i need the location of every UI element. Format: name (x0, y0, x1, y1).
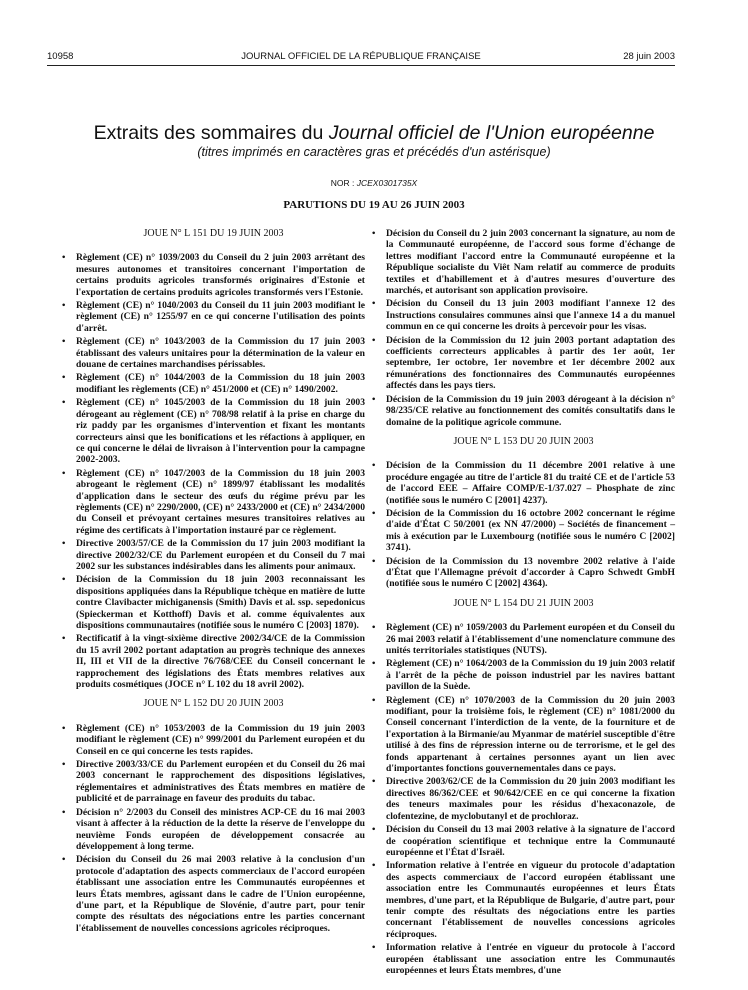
entry-text: Règlement (CE) n° 1047/2003 de la Commission du 18 juin 2003 abrogeant le règlement (CE) n° 1899/97 établissant les modalités d'application dans le secteur des œufs du régime prévu par les règlements (CE) n° 2290/2000, (CE) n° 2433/2000 et (CE) n° 2434/2000 du Conseil et prévoyant certaines mesures transitoires relatives au régime des certificats à l'importation instauré par ce règlement. (76, 467, 365, 536)
entry-text: Décision de la Commission du 13 novembre 2002 relative à l'aide d'État que l'Allemagne prévoit d'accorder à Capro Schwedt GmbH (notifiée sous le numéro C [2002] 4364). (386, 555, 675, 590)
list-item (62, 538, 365, 572)
bullet-icon: • (62, 722, 66, 734)
bullet-icon: • (62, 336, 66, 348)
entry-text: Règlement (CE) n° 1070/2003 de la Commission du 20 juin 2003 modifiant, pour la troisième fois, le règlement (CE) n° 1081/2000 du Conseil concernant l'interdiction de la vente, de la fourniture et de l'exportation à la Birmanie/au Myanmar de matériel susceptible d'être utilisé à des fins de répression interne ou de terrorisme, et le gel des fonds appartenant à certaines personnes ayant un lien avec d'importantes fonctions gouvernementales dans ce pays. (386, 694, 675, 775)
bullet-icon: • (62, 372, 66, 384)
page-title (0, 121, 748, 145)
left-column (62, 228, 365, 936)
list-item (62, 336, 365, 370)
entry-text: Rectificatif à la vingt-sixième directive 2002/34/CE de la Commission du 15 avril 2002 portant adaptation au progrès technique des annexes II, III et VII de la directive 76/768/CEE du Conseil concernant le rapprochement des législations des États membres relatives aux produits cosmétiques (JOCE n° L 102 du 18 avril 2002). (76, 633, 365, 691)
list-item (372, 695, 675, 775)
bullet-icon: • (62, 467, 66, 479)
bullet-icon: • (372, 555, 376, 567)
bullet-icon: • (62, 633, 66, 645)
entry-list (62, 252, 365, 690)
entry-text: Information relative à l'entrée en vigueur du protocole d'adaptation des aspects commerciaux de l'accord européen établissant une association entre les Communautés européennes et leurs États membres, d'une part, et la République de Bulgarie, d'autre part, pour tenir compte des résultats des négociations entre les parties concernant l'établissement de nouvelles concessions agricoles réciproques. (386, 860, 675, 940)
entry-text: Règlement (CE) n° 1059/2003 du Parlement européen et du Conseil du 26 mai 2003 relatif à l'établissement d'une nomenclature commune des unités territoriales statistiques (NUTS). (386, 622, 675, 656)
entry-text: Information relative à l'entrée en vigueur du protocole à l'accord européen établissant une association entre les Communautés européennes et leurs États membres, d'une (386, 942, 675, 976)
entry-text: Décision n° 2/2003 du Conseil des ministres ACP-CE du 16 mai 2003 visant à affecter à la réduction de la dette la réserve de l'enveloppe du neuvième Fonds européen de développement consacrée au développement à long terme. (76, 806, 365, 852)
entry-text: Décision du Conseil du 13 juin 2003 modifiant l'annexe 12 des Instructions consulaires communes ainsi que l'annexe 14 a du manuel commun en ce qui concerne les droits à percevoir pour les visas. (386, 298, 675, 333)
entry-text: Décision de la Commission du 16 octobre 2002 concernant le régime d'aide d'État C 50/2001 (ex NN 47/2000) – Sociétés de financement – mis à exécution par le Luxembourg (notifiée sous le numéro C [2002] 3741). (386, 507, 675, 554)
entry-text: Décision de la Commission du 12 juin 2003 portant adaptation des coefficients correcteurs applicables à partir des 1er août, 1er septembre, 1er octobre, 1er novembre et 1er décembre 2002 aux rémunérations des fonctionnaires des Communautés européennes affectés dans les pays tiers. (386, 334, 675, 392)
section-heading: JOUE N° L 152 DU 20 JUIN 2003 (143, 698, 284, 710)
entry-text: Décision du Conseil du 13 mai 2003 relative à la signature de l'accord de coopération scientifique et technique entre la Communauté européenne et l'État d'Israël. (386, 824, 675, 858)
section-heading: JOUE N° L 153 DU 20 JUIN 2003 (453, 435, 594, 447)
issue-date: 28 juin 2003 (623, 51, 675, 62)
nor-label: NOR : (330, 178, 357, 188)
bullet-icon: • (372, 776, 376, 788)
list-item (62, 372, 365, 395)
entry-text: Décision du Conseil du 2 juin 2003 concernant la signature, au nom de la Communauté européenne, de l'accord sous forme d'échange de lettres modifiant l'accord entre la Communauté européenne et la République socialiste du Viêt Nam relatif au commerce de produits textiles et d'habillement et à d'autres mesures d'ouverture des marchés, et autorisant son application provisoire. (386, 228, 675, 297)
entry-list (372, 622, 675, 976)
list-item (62, 468, 365, 536)
entry-text: Règlement (CE) n° 1040/2003 du Conseil du 11 juin 2003 modifiant le règlement (CE) n° 1255/97 en ce qui concerne l'utilisation des points d'arrêt. (76, 300, 365, 334)
list-item (372, 298, 675, 332)
header-rule (47, 65, 675, 66)
list-item (62, 300, 365, 334)
bullet-icon: • (372, 334, 376, 346)
journal-title: JOURNAL OFFICIEL DE LA RÉPUBLIQUE FRANÇAISE (241, 51, 481, 62)
bullet-icon: • (62, 854, 66, 866)
entry-list (372, 228, 675, 428)
title-journal-name: Journal officiel de l'Union européenne (328, 122, 655, 144)
list-item (372, 228, 675, 296)
list-item (62, 759, 365, 805)
entry-text: Décision du Conseil du 26 mai 2003 relative à la conclusion d'un protocole d'adaptation des aspects commerciaux de l'accord européen établissant une association entre les Communautés européennes et leurs États membres, agissant dans le cadre de l'Union européenne, d'une part, et la République de Slovénie, d'autre part, pour tenir compte des résultats des négociations entre les parties concernant l'établissement de nouvelles concessions agricoles réciproques. (76, 854, 365, 934)
bullet-icon: • (372, 694, 376, 706)
entry-text: Directive 2003/57/CE de la Commission du 17 juin 2003 modifiant la directive 2002/32/CE du Parlement européen et du Conseil du 7 mai 2002 sur les substances indésirables dans les aliments pour animaux. (76, 538, 365, 572)
list-item (372, 556, 675, 590)
bullet-icon: • (372, 393, 376, 405)
list-item (62, 723, 365, 757)
entry-text: Règlement (CE) n° 1064/2003 de la Commission du 19 juin 2003 relatif à l'arrêt de la pêche de poisson industriel par les navires battant pavillon de la Suède. (386, 658, 675, 693)
list-item (372, 942, 675, 976)
entry-text: Règlement (CE) n° 1039/2003 du Conseil du 2 juin 2003 arrêtant des mesures autonomes et transitoires concernant l'importation de certains produits agricoles transformés originaires d'Estonie et l'exportation de certains produits agricoles transformés vers l'Estonie. (76, 252, 365, 298)
list-item (62, 252, 365, 298)
nor-reference (0, 178, 748, 188)
section-heading: JOUE N° L 154 DU 21 JUIN 2003 (453, 597, 594, 609)
entry-list (372, 460, 675, 589)
entry-text: Règlement (CE) n° 1044/2003 de la Commission du 18 juin 2003 modifiant les règlements (CE) n° 451/2000 et (CE) n° 1490/2002. (76, 372, 365, 395)
bullet-icon: • (372, 460, 376, 472)
bullet-icon: • (372, 860, 376, 872)
list-item (62, 854, 365, 934)
list-item (372, 335, 675, 392)
list-item (372, 622, 675, 656)
entry-list (62, 723, 365, 934)
entry-text: Décision de la Commission du 11 décembre 2001 relative à une procédure engagée au titre de l'article 81 du traité CE et de l'article 53 de l'accord EEE – Affaire COMP/E-1/37.027 – Phosphate de zinc (notifiée sous le numéro C [2001] 4237). (386, 460, 675, 506)
bullet-icon: • (62, 759, 66, 771)
right-column (372, 228, 675, 978)
bullet-icon: • (372, 942, 376, 954)
list-item (372, 658, 675, 692)
page-subtitle: (titres imprimés en caractères gras et précédés d'un astérisque) (197, 145, 551, 159)
list-item (62, 633, 365, 690)
bullet-icon: • (372, 228, 376, 239)
bullet-icon: • (62, 397, 66, 409)
list-item (372, 460, 675, 506)
bullet-icon: • (62, 300, 66, 312)
bullet-icon: • (62, 252, 66, 264)
running-header (47, 51, 675, 65)
entry-text: Règlement (CE) n° 1053/2003 de la Commission du 19 juin 2003 modifiant le règlement (CE) n° 999/2001 du Parlement européen et du Conseil en ce qui concerne les tests rapides. (76, 722, 365, 757)
nor-code: JCEX0301735X (356, 178, 418, 188)
bullet-icon: • (62, 538, 66, 550)
title-prefix: Extraits des sommaires du (93, 122, 329, 144)
list-item (62, 397, 365, 465)
bullet-icon: • (372, 824, 376, 836)
bullet-icon: • (372, 298, 376, 310)
entry-text: Décision de la Commission du 18 juin 2003 reconnaissant les dispositions appliquées dans la République tchèque en matière de lutte contre Clavibacter michiganensis (Smith) Davis et al. ssp. sepedonicus (Spieckerman et Kotthoff) Davis et al. comme équivalentes aux dispositions communautaires (notifiée sous le numéro C [2003] 1870). (76, 574, 365, 631)
entry-text: Directive 2003/62/CE de la Commission du 20 juin 2003 modifiant les directives 86/362/CEE et 90/642/CEE en ce qui concerne la fixation des teneurs maximales pour les résidus d'hexaconazole, de clofentezine, de myclobutanyl et de prochloraz. (386, 776, 675, 822)
page-number: 10958 (47, 51, 74, 62)
entry-text: Règlement (CE) n° 1045/2003 de la Commission du 18 juin 2003 dérogeant au règlement (CE) n° 708/98 relatif à la prise en charge du riz paddy par les organismes d'intervention et fixant les montants correcteurs ainsi que les bonifications et les réfactions à appliquer, en ce qui concerne le délai de livraison à l'intervention pour la campagne 2002-2003. (76, 397, 365, 466)
list-item (372, 394, 675, 428)
list-item (372, 776, 675, 822)
entry-text: Directive 2003/33/CE du Parlement européen et du Conseil du 26 mai 2003 concernant le rapprochement des dispositions législatives, réglementaires et administratives des États membres en matière de publicité et de parrainage en faveur des produits du tabac. (76, 759, 365, 805)
entry-text: Règlement (CE) n° 1043/2003 de la Commission du 17 juin 2003 établissant des valeurs unitaires pour la détermination de la valeur en douane de certaines marchandises périssables. (76, 336, 365, 371)
bullet-icon: • (62, 574, 66, 586)
bullet-icon: • (372, 622, 376, 634)
section-heading: JOUE N° L 151 DU 19 JUIN 2003 (143, 228, 284, 239)
bullet-icon: • (372, 658, 376, 670)
list-item (372, 508, 675, 554)
list-item (372, 824, 675, 858)
bullet-icon: • (372, 507, 376, 519)
parutions-heading: PARUTIONS DU 19 AU 26 JUIN 2003 (283, 199, 465, 211)
bullet-icon: • (62, 806, 66, 818)
list-item (62, 574, 365, 631)
list-item (372, 860, 675, 940)
list-item (62, 807, 365, 853)
entry-text: Décision de la Commission du 19 juin 2003 dérogeant à la décision n° 98/235/CE relative au fonctionnement des comités consultatifs dans le domaine de la politique agricole commune. (386, 393, 675, 428)
